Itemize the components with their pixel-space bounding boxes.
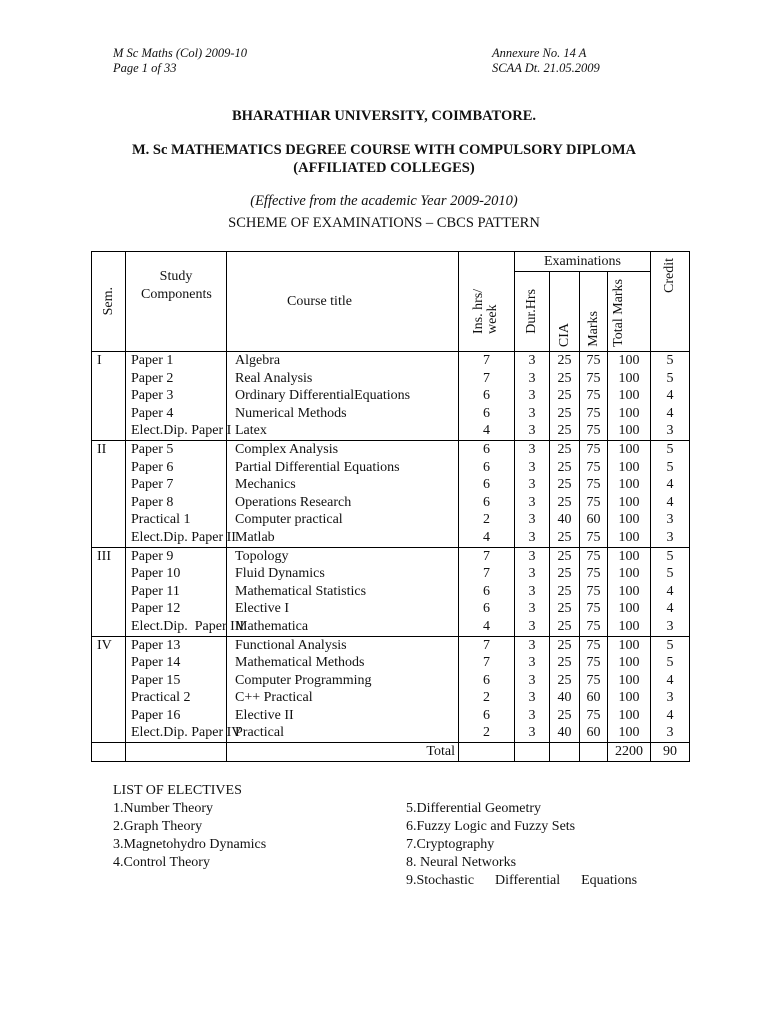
table-row-value: Computer Programming (235, 672, 372, 688)
university-title: BHARATHIAR UNIVERSITY, COIMBATORE. (231, 108, 537, 124)
table-row-value: 4 (666, 672, 674, 688)
table-row-value: Paper 13 (131, 637, 181, 653)
table-row-value: 3 (528, 441, 536, 457)
table-row-value: 60 (586, 725, 601, 741)
ins-hrs-cell (459, 636, 515, 743)
table-row-value: 3 (528, 529, 536, 545)
table-row-value: 4 (666, 477, 674, 493)
table-row-value: 3 (528, 423, 536, 439)
table-row-value: Mechanics (235, 477, 296, 493)
table-row-value: 6 (483, 388, 490, 404)
table-row-value: 6 (483, 583, 490, 599)
header-left (113, 46, 247, 76)
table-row-value: 100 (618, 370, 640, 386)
table-row-value: 2 (483, 725, 490, 741)
dur-hrs-cell (515, 636, 550, 743)
table-row-value: Elective I (235, 601, 290, 617)
dur-hrs-cell (515, 352, 550, 441)
ins-hrs-header: Ins. hrs/ week (459, 252, 515, 352)
table-row-value: 75 (586, 388, 601, 404)
elective-item: 7.Cryptography (406, 837, 495, 852)
table-row-value: 25 (557, 459, 572, 475)
total-credit-sum: 90 (651, 743, 690, 762)
cia-cell (550, 636, 580, 743)
table-row-value: 75 (586, 672, 601, 688)
marks-cell (580, 636, 608, 743)
table-row-value: 5 (666, 548, 674, 564)
table-row-value: 100 (618, 583, 640, 599)
table-row-value: 40 (557, 690, 572, 706)
table-row-value: Paper 15 (131, 672, 181, 688)
header-right (492, 46, 600, 76)
table-row-value: Topology (235, 548, 289, 564)
table-row-value: 25 (557, 566, 572, 582)
table-row-value: 75 (586, 707, 601, 723)
table-row-value: 6 (483, 477, 490, 493)
table-row-value: Paper 11 (131, 583, 180, 599)
empty-cell (459, 743, 515, 762)
marks-cell (580, 440, 608, 547)
table-row-value: 2 (483, 512, 490, 528)
table-row-value: 100 (618, 707, 640, 723)
electives-right (406, 800, 637, 890)
total-marks-sum: 2200 (608, 743, 651, 762)
table-row-value: 25 (557, 370, 572, 386)
table-row-value: 4 (666, 494, 674, 510)
table-row-value: Fluid Dynamics (235, 566, 325, 582)
table-row-value: Paper 4 (131, 405, 174, 421)
cia-cell (550, 440, 580, 547)
table-row-value: 75 (586, 583, 601, 599)
empty-cell (92, 743, 126, 762)
table-row-value: Paper 3 (131, 388, 174, 404)
table-row-value: 60 (586, 512, 601, 528)
table-row-value: 75 (586, 441, 601, 457)
table-row-value: 3 (528, 388, 536, 404)
table-row-value: Elect.Dip. Paper IV (131, 725, 242, 741)
credit-cell (651, 636, 690, 743)
ins-hrs-cell (459, 547, 515, 636)
table-row-value: Elect.Dip. Paper III (131, 618, 245, 634)
table-row-value: 3 (528, 637, 536, 653)
table-row-value: 75 (586, 423, 601, 439)
course-title-line2: (AFFILIATED COLLEGES) (293, 160, 475, 176)
table-row-value: 25 (557, 405, 572, 421)
annexure-number: Annexure No. 14 A (492, 46, 587, 60)
table-row-value: 60 (586, 690, 601, 706)
course-title-cell (227, 440, 459, 547)
cia-cell (550, 352, 580, 441)
table-row-value: 3 (528, 583, 536, 599)
elective-item: 2.Graph Theory (113, 819, 203, 834)
table-row-value: Paper 10 (131, 566, 181, 582)
table-row-value: Mathematical Methods (235, 655, 365, 671)
semester-block (92, 440, 690, 547)
table-row-value: Paper 8 (131, 494, 174, 510)
table-row-value: Mathematica (235, 618, 309, 634)
table-row-value: 5 (666, 637, 674, 653)
table-row-value: 40 (557, 512, 572, 528)
table-row-value: 25 (557, 423, 572, 439)
elective-item: 9.Stochastic Differential Equations (406, 873, 638, 888)
total-marks-cell (608, 547, 651, 636)
marks-header: Marks (580, 272, 608, 352)
table-row-value: 7 (483, 548, 490, 564)
semester-label: IV (92, 636, 126, 743)
table-row-value: Partial Differential Equations (235, 459, 400, 475)
dur-hrs-header: Dur.Hrs (515, 272, 550, 352)
table-row-value: 7 (483, 655, 490, 671)
table-row-value: 3 (528, 725, 536, 741)
table-row-value: 3 (528, 690, 536, 706)
table-row-value: 75 (586, 529, 601, 545)
table-row-value: 75 (586, 548, 601, 564)
total-row (92, 743, 690, 762)
table-row-value: 3 (528, 707, 536, 723)
table-row-value: 100 (618, 529, 640, 545)
table-row-value: 75 (586, 370, 601, 386)
table-row-value: 40 (557, 725, 572, 741)
table-row-value: 100 (618, 655, 640, 671)
table-row-value: 3 (528, 566, 536, 582)
scaa-date: SCAA Dt. 21.05.2009 (492, 61, 600, 75)
table-row-value: 100 (618, 601, 640, 617)
table-row-value: 7 (483, 566, 490, 582)
table-row-value: 7 (483, 353, 490, 368)
table-row-value: 25 (557, 618, 572, 634)
table-row-value: 25 (557, 477, 572, 493)
table-row-value: 7 (483, 637, 490, 653)
table-row-value: 100 (618, 388, 640, 404)
elective-item: 3.Magnetohydro Dynamics (113, 837, 267, 852)
table-row-value: 75 (586, 477, 601, 493)
table-row-value: 3 (666, 725, 674, 741)
course-title-cell (227, 636, 459, 743)
table-row-value: Elect.Dip. Paper II (131, 529, 236, 545)
table-row-value: 5 (666, 441, 674, 457)
table-row-value: 25 (557, 707, 572, 723)
table-row-value: 3 (666, 423, 674, 439)
table-row-value: 4 (483, 423, 490, 439)
table-row-value: Paper 2 (131, 370, 174, 386)
cia-cell (550, 547, 580, 636)
table-row-value: 6 (483, 601, 490, 617)
table-row-value: 25 (557, 637, 572, 653)
table-row-value: Numerical Methods (235, 405, 347, 421)
table-row-value: 4 (483, 529, 490, 545)
table-row-value: Operations Research (235, 494, 352, 510)
marks-cell (580, 547, 608, 636)
table-row-value: Matlab (235, 529, 275, 545)
table-row-value: Paper 9 (131, 548, 174, 564)
course-title-line1: M. Sc MATHEMATICS DEGREE COURSE WITH COMPULSORY DIPLOMA (131, 142, 637, 158)
table-row-value: 3 (528, 512, 536, 528)
table-row-value: 25 (557, 529, 572, 545)
page-number: Page 1 of 33 (113, 61, 177, 75)
table-row-value: 100 (618, 353, 640, 368)
table-row-value: Paper 5 (131, 441, 174, 457)
cia-header: CIA (550, 272, 580, 352)
elective-item: 5.Differential Geometry (406, 801, 542, 816)
table-row-value: 3 (528, 405, 536, 421)
semester-block (92, 547, 690, 636)
elective-item: 8. Neural Networks (406, 855, 517, 870)
credit-cell (651, 547, 690, 636)
electives-left (113, 782, 266, 872)
table-row-value: Real Analysis (235, 370, 313, 386)
table-row-value: 3 (666, 690, 674, 706)
table-row-value: Paper 6 (131, 459, 174, 475)
table-row-value: 5 (666, 370, 674, 386)
table-row-value: Algebra (235, 353, 281, 368)
total-label: Total (227, 743, 459, 762)
table-row-value: 100 (618, 637, 640, 653)
table-row-value: 100 (618, 441, 640, 457)
table-row-value: 75 (586, 459, 601, 475)
table-row-value: 3 (528, 370, 536, 386)
table-row-value: 25 (557, 353, 572, 368)
ins-hrs-cell (459, 352, 515, 441)
table-row-value: 3 (528, 494, 536, 510)
table-row-value: Paper 16 (131, 707, 181, 723)
table-row-value: 100 (618, 672, 640, 688)
ins-hrs-cell (459, 440, 515, 547)
table-row-value: 25 (557, 672, 572, 688)
table-row-value: 6 (483, 494, 490, 510)
course-title-cell (227, 352, 459, 441)
table-row-value: 100 (618, 423, 640, 439)
table-row-value: 100 (618, 494, 640, 510)
table-row-value: 4 (666, 707, 674, 723)
table-row-value: 3 (528, 618, 536, 634)
table-row-value: 100 (618, 566, 640, 582)
effective-year: (Effective from the academic Year 2009-2010) (250, 193, 518, 209)
table-row-value: 100 (618, 725, 640, 741)
table-row-value: 75 (586, 637, 601, 653)
component-cell (126, 636, 242, 743)
table-row-value: Ordinary DifferentialEquations (235, 388, 411, 404)
course-code: M Sc Maths (Col) 2009-10 (113, 46, 248, 60)
table-row-value: 25 (557, 583, 572, 599)
empty-cell (126, 743, 227, 762)
scheme-table (91, 251, 690, 762)
table-row-value: 5 (666, 459, 674, 475)
elective-item: 1.Number Theory (113, 801, 214, 816)
table-row-value: 75 (586, 601, 601, 617)
total-marks-cell (608, 440, 651, 547)
table-row-value: 2 (483, 690, 490, 706)
scheme-title: SCHEME OF EXAMINATIONS – CBCS PATTERN (228, 215, 540, 231)
empty-cell (550, 743, 580, 762)
empty-cell (515, 743, 550, 762)
table-row-value: 3 (666, 618, 674, 634)
table-row-value: 75 (586, 618, 601, 634)
semester-block (92, 352, 690, 441)
table-row-value: Mathematical Statistics (235, 583, 367, 599)
table-row-value: 100 (618, 548, 640, 564)
semester-label: II (92, 440, 126, 547)
elective-item: 4.Control Theory (113, 855, 210, 870)
table-row-value: 25 (557, 601, 572, 617)
table-row-value: 3 (528, 548, 536, 564)
table-row-value: Paper 7 (131, 477, 174, 493)
electives-heading: LIST OF ELECTIVES (113, 783, 242, 798)
total-marks-cell (608, 636, 651, 743)
table-row-value: 25 (557, 655, 572, 671)
credit-cell (651, 440, 690, 547)
table-row-value: 3 (528, 459, 536, 475)
credit-header: Credit (651, 252, 690, 352)
table-row-value: 5 (666, 566, 674, 582)
table-row-value: 6 (483, 672, 490, 688)
table-row-value: 6 (483, 707, 490, 723)
total-marks-cell (608, 352, 651, 441)
table-row-value: 100 (618, 459, 640, 475)
table-row-value: 5 (666, 353, 674, 368)
table-row-value: Functional Analysis (235, 637, 347, 653)
table-row-value: Paper 1 (131, 353, 174, 368)
table-row-value: Complex Analysis (235, 441, 339, 457)
table-row-value: Elect.Dip. Paper I (131, 423, 232, 439)
table-row-value: Computer practical (235, 512, 343, 528)
table-row-value: 25 (557, 441, 572, 457)
table-row-value: 7 (483, 370, 490, 386)
table-row-value: 3 (528, 655, 536, 671)
table-row-value: 3 (528, 601, 536, 617)
table-row-value: 75 (586, 494, 601, 510)
semester-block (92, 636, 690, 743)
table-row-value: 75 (586, 405, 601, 421)
table-row-value: 100 (618, 405, 640, 421)
table-row-value: 25 (557, 388, 572, 404)
table-row-value: 100 (618, 512, 640, 528)
table-row-value: 25 (557, 494, 572, 510)
study-components-header: Study Components (126, 252, 227, 352)
component-cell (126, 547, 245, 636)
table-row-value: 6 (483, 459, 490, 475)
empty-cell (580, 743, 608, 762)
table-row-value: Elective II (235, 707, 294, 723)
table-row-value: 3 (528, 477, 536, 493)
table-row-value: Practical 1 (131, 512, 191, 528)
table-row-value: 6 (483, 405, 490, 421)
semester-label: I (92, 352, 126, 441)
table-row-value: 4 (483, 618, 490, 634)
table-row-value: 100 (618, 618, 640, 634)
credit-cell (651, 352, 690, 441)
table-row-value: 75 (586, 566, 601, 582)
table-row-value: 4 (666, 388, 674, 404)
table-row-value: 4 (666, 601, 674, 617)
table-row-value: 3 (666, 529, 674, 545)
dur-hrs-cell (515, 547, 550, 636)
table-row-value: 6 (483, 441, 490, 457)
table-row-value: 5 (666, 655, 674, 671)
semester-label: III (92, 547, 126, 636)
sem-header: Sem. (92, 252, 126, 352)
component-cell (126, 352, 232, 441)
total-marks-header: Total Marks (608, 272, 651, 352)
component-cell (126, 440, 236, 547)
table-row-value: 3 (666, 512, 674, 528)
table-row-value: Paper 14 (131, 655, 181, 671)
course-title-cell (227, 547, 459, 636)
table-row-value: 100 (618, 477, 640, 493)
table-row-value: Practical 2 (131, 690, 191, 706)
table-row-value: 75 (586, 655, 601, 671)
table-row-value: 25 (557, 548, 572, 564)
table-row-value: 4 (666, 583, 674, 599)
table-row-value: C++ Practical (235, 690, 313, 706)
marks-cell (580, 352, 608, 441)
table-row-value: 3 (528, 672, 536, 688)
table-row-value: Latex (235, 423, 267, 439)
table-row-value: Paper 12 (131, 601, 181, 617)
elective-item: 6.Fuzzy Logic and Fuzzy Sets (406, 819, 576, 834)
table-row-value: 75 (586, 353, 601, 368)
course-title-header: Course title (227, 252, 459, 352)
table-row-value: 4 (666, 405, 674, 421)
examinations-header: Examinations (515, 252, 651, 272)
table-row-value: 100 (618, 690, 640, 706)
dur-hrs-cell (515, 440, 550, 547)
table-row-value: 3 (528, 353, 536, 368)
table-row-value: Practical (235, 725, 284, 741)
